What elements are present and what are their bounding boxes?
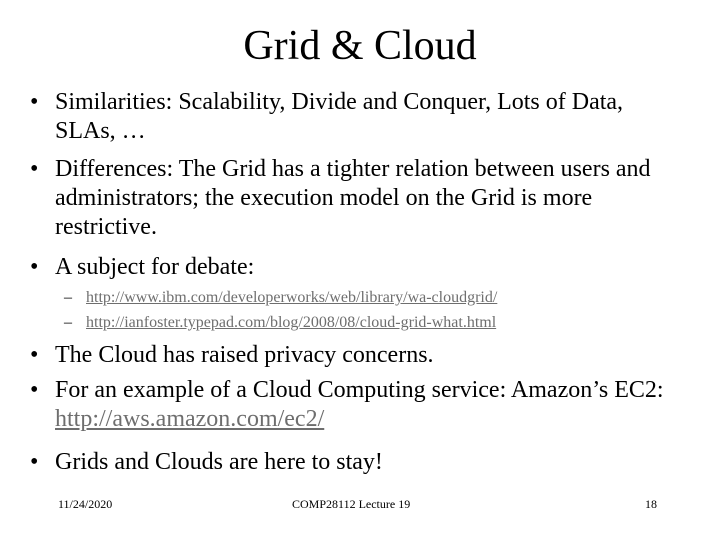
ibm-link[interactable]: http://www.ibm.com/developerworks/web/library/wa-cloudgrid/ xyxy=(86,289,498,306)
bullet-icon: • xyxy=(30,89,39,115)
aws-ec2-link[interactable]: http://aws.amazon.com/ec2/ xyxy=(55,406,325,432)
footer-date: 11/24/2020 xyxy=(58,497,113,511)
footer-page-number: 18 xyxy=(645,497,657,511)
dash-icon: – xyxy=(64,314,72,331)
sub-bullet-ibm xyxy=(64,287,684,309)
bullet-text: Grids and Clouds are here to stay! xyxy=(55,449,383,475)
bullet-text: For an example of a Cloud Computing service: Amazon’s EC2: xyxy=(55,377,664,403)
dash-icon: – xyxy=(64,289,72,306)
bullet-example xyxy=(30,376,670,434)
bullet-privacy xyxy=(30,341,670,370)
bullet-icon: • xyxy=(30,254,39,280)
sub-bullet-ianfoster xyxy=(64,312,684,334)
slide-title: Grid & Cloud xyxy=(243,23,477,69)
bullet-icon: • xyxy=(30,377,39,403)
bullet-text: Similarities: Scalability, Divide and Conquer, Lots of Data, SLAs, … xyxy=(55,89,624,144)
bullet-icon: • xyxy=(30,342,39,368)
bullet-icon: • xyxy=(30,449,39,475)
bullet-final xyxy=(30,448,670,477)
bullet-text: The Cloud has raised privacy concerns. xyxy=(55,342,434,368)
bullet-differences xyxy=(30,155,670,242)
footer-course: COMP28112 Lecture 19 xyxy=(292,497,411,511)
bullet-icon: • xyxy=(30,156,39,182)
bullet-text: A subject for debate: xyxy=(55,254,255,280)
ianfoster-link[interactable]: http://ianfoster.typepad.com/blog/2008/08/cloud-grid-what.html xyxy=(86,314,497,331)
bullet-debate xyxy=(30,253,670,282)
bullet-similarities xyxy=(30,88,670,146)
bullet-text: Differences: The Grid has a tighter relation between users and administrators; the execution model on the Grid is more restrictive. xyxy=(55,156,651,240)
